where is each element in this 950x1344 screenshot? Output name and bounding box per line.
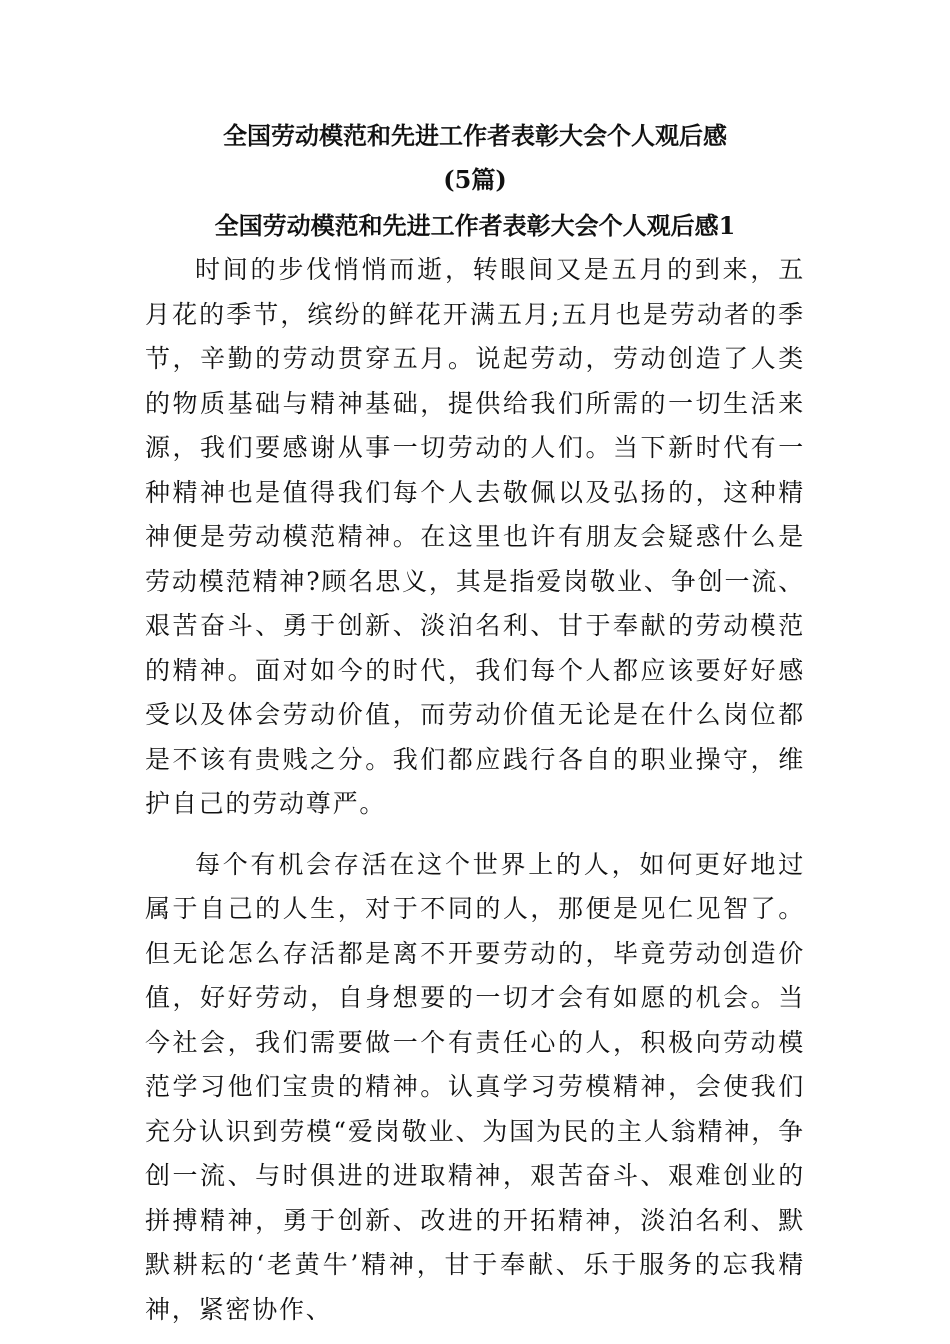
- body-paragraph-1: 时间的步伐悄悄而逝，转眼间又是五月的到来，五月花的季节，缤纷的鲜花开满五月;五月也是劳动者的季节，辛勤的劳动贯穿五月。说起劳动，劳动创造了人类的物质基础与精神基础，提供给我们所需的一切生活来源，我们要感谢从事一切劳动的人们。当下新时代有一种精神也是值得我们每个人去敬佩以及弘扬的，这种精神便是劳动模范精神。在这里也许有朋友会疑惑什么是劳动模范精神?顾名思义，其是指爱岗敬业、争创一流、艰苦奋斗、勇于创新、淡泊名利、甘于奉献的劳动模范的精神。面对如今的时代，我们每个人都应该要好好感受以及体会劳动价值，而劳动价值无论是在什么岗位都是不该有贵贱之分。我们都应践行各自的职业操守，维护自己的劳动尊严。: [145, 255, 805, 818]
- document-page: [145, 118, 805, 1332]
- body-paragraph-2: 每个有机会存活在这个世界上的人，如何更好地过属于自己的人生，对于不同的人，那便是见仁见智了。但无论怎么存活都是离不开要劳动的，毕竟劳动创造价值，好好劳动，自身想要的一切才会有如愿的机会。当今社会，我们需要做一个有责任心的人，积极向劳动模范学习他们宝贵的精神。认真学习劳模精神，会使我们充分认识到劳模“爱岗敬业、为国为民的主人翁精神，争创一流、与时俱进的进取精神，艰苦奋斗、艰难创业的拼搏精神，勇于创新、改进的开拓精神，淡泊名利、默默耕耘的‘老黄牛’精神，甘于奉献、乐于服务的忘我精神，紧密协作、: [145, 849, 805, 1324]
- section-title: 全国劳动模范和先进工作者表彰大会个人观后感1: [214, 211, 736, 240]
- document-subtitle: (5篇): [443, 165, 507, 194]
- document-title: 全国劳动模范和先进工作者表彰大会个人观后感: [223, 121, 727, 150]
